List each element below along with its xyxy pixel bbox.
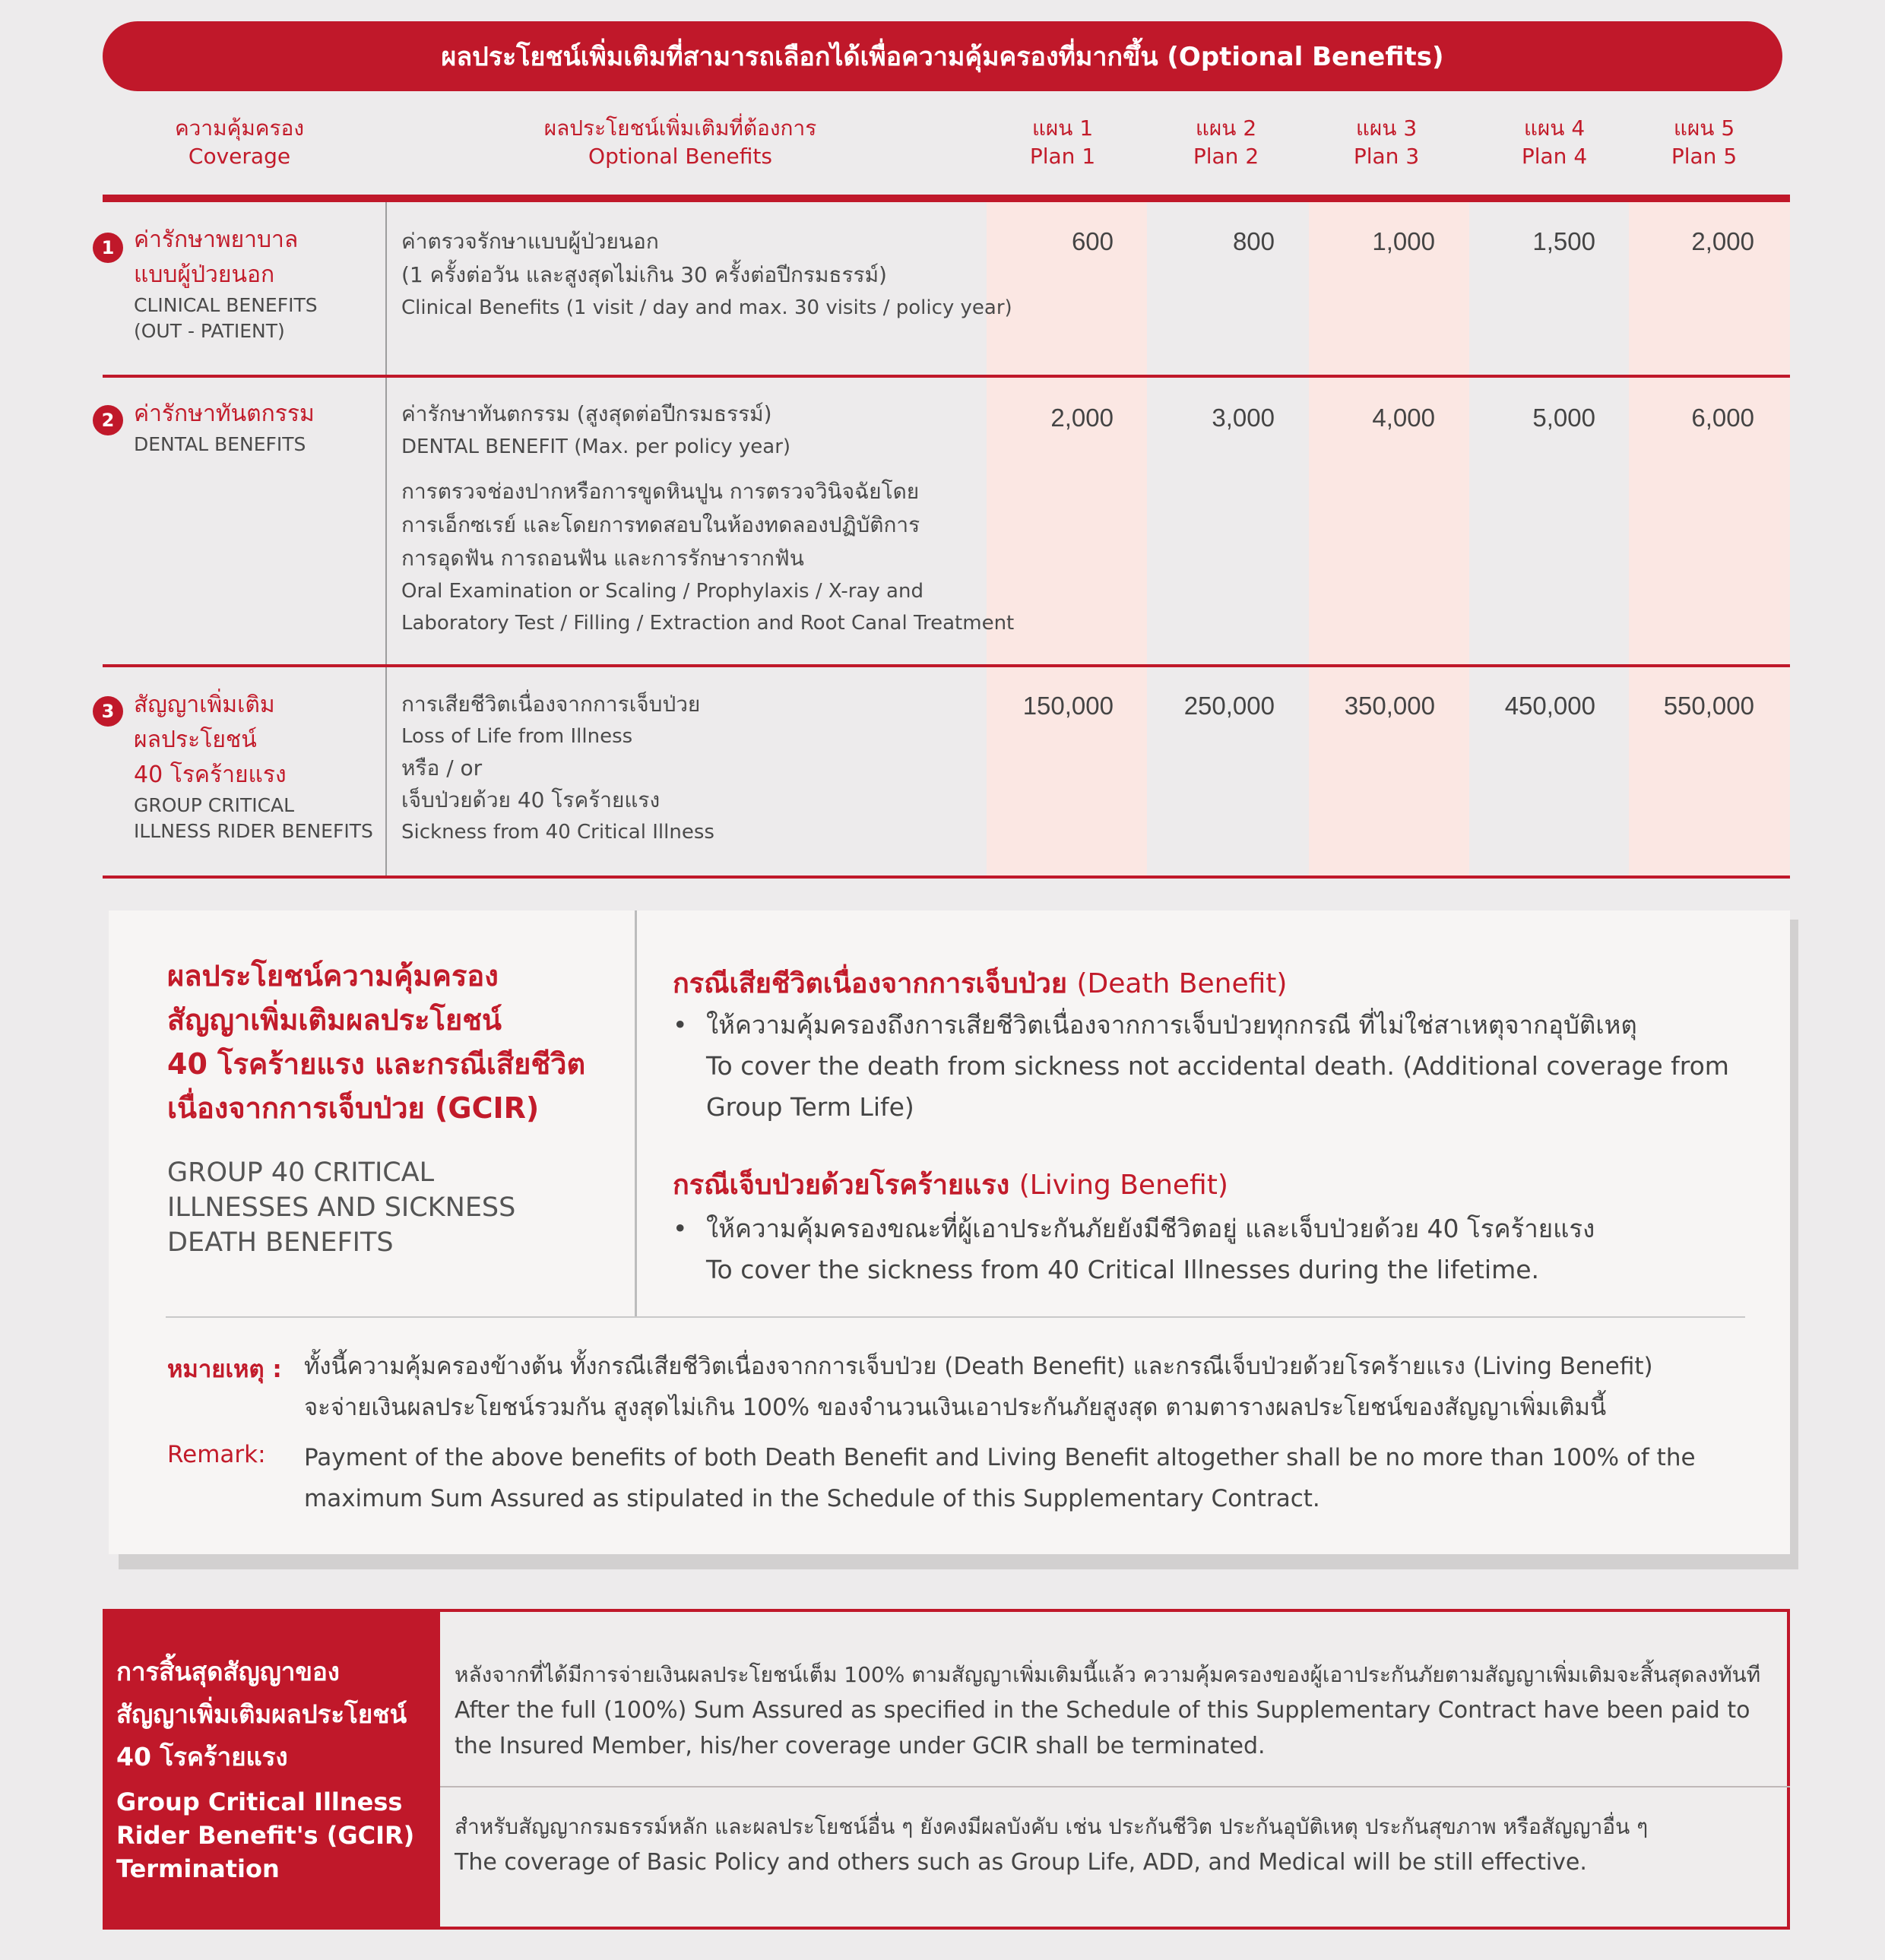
header-plan-1 [987, 114, 1139, 170]
header-coverage-en: Coverage [188, 144, 291, 169]
plan3-column-bg [1309, 202, 1469, 877]
row3-plan5-value: 550,000 [1663, 692, 1754, 720]
header-coverage [137, 114, 342, 170]
row2-plan2-value: 3,000 [1212, 404, 1275, 432]
termination-title-en-line: Rider Benefit's (GCIR) [116, 1821, 415, 1850]
termination-line: After the full (100%) Sum Assured as specified in the Schedule of this Supplementary Contract have been paid to [455, 1697, 1750, 1724]
termination-title-en-line: Termination [116, 1854, 280, 1883]
header-plan-3 [1310, 114, 1462, 170]
death-line: Group Term Life) [706, 1092, 914, 1122]
termination-line: the Insured Member, his/her coverage under GCIR shall be terminated. [455, 1733, 1266, 1759]
death-line: ให้ความคุ้มครองถึงการเสียชีวิตเนื่องจากการเจ็บป่วยทุกกรณี ที่ไม่ใช่สาเหตุจากอุบัติเหตุ [706, 1010, 1637, 1040]
row2-coverage [134, 397, 315, 458]
box-horizontal-divider [166, 1316, 1745, 1318]
plan-4-th: แผน 4 [1523, 116, 1586, 141]
termination-line: The coverage of Basic Policy and others such as Group Life, ADD, and Medical will be still effective. [455, 1849, 1587, 1876]
row1-plan2-value: 800 [1232, 227, 1275, 255]
termination-title-line: สัญญาเพิ่มเติมผลประโยชน์ [116, 1699, 407, 1729]
row1-plan1-value: 600 [1071, 227, 1114, 255]
termination-title-th [116, 1651, 407, 1778]
row1-coverage-en: (OUT - PATIENT) [134, 320, 285, 342]
row3-plan1-value: 150,000 [1022, 692, 1114, 720]
gcir-title-line: สัญญาเพิ่มเติมผลประโยชน์ [167, 1003, 502, 1037]
plan-4-en: Plan 4 [1521, 144, 1588, 169]
remark-line: Payment of the above benefits of both Death Benefit and Living Benefit altogether shall be no more than 100% of the [304, 1444, 1696, 1471]
gcir-title-line: 40 โรคร้ายแรง และกรณีเสียชีวิต [167, 1047, 586, 1081]
row-divider-2 [103, 664, 1790, 667]
row2-benefit-detail-en: Laboratory Test / Filling / Extraction and Root Canal Treatment [401, 612, 1015, 635]
row2-coverage-th: ค่ารักษาทันตกรรม [134, 401, 315, 427]
row2-benefit-th: ค่ารักษาทันตกรรม (สูงสุดต่อปีกรมธรรม์) [401, 401, 772, 426]
gcir-title-line: เนื่องจากการเจ็บป่วย (GCIR) [167, 1091, 540, 1125]
plan-2-th: แผน 2 [1195, 116, 1257, 141]
row3-benefit-line: หรือ / or [401, 755, 483, 781]
living-line: ให้ความคุ้มครองขณะที่ผู้เอาประกันภัยยังมีชีวิตอยู่ และเจ็บป่วยด้วย 40 โรคร้ายแรง [706, 1214, 1595, 1243]
bullet-dot: • [673, 1010, 688, 1040]
gcir-title-th [167, 954, 585, 1130]
plan-2-en: Plan 2 [1193, 144, 1259, 169]
row2-benefit-en: DENTAL BENEFIT (Max. per policy year) [401, 435, 791, 458]
remark-label: Remark: [167, 1441, 266, 1468]
termination-title-line: 40 โรคร้ายแรง [116, 1742, 288, 1772]
row-number-badge: 1 [93, 233, 123, 263]
row2-plan1-value: 2,000 [1050, 404, 1114, 432]
living-benefit-bullet [673, 1208, 1737, 1300]
header-divider [103, 195, 1790, 202]
termination-line: สำหรับสัญญากรมธรรม์หลัก และผลประโยชน์อื่น ๆ ยังคงมีผลบังคับ เช่น ประกันชีวิต ประกันอุบัติเหตุ ประกันสุขภาพ หรือสัญญาอื่น ๆ [455, 1814, 1649, 1839]
header-benefits [456, 114, 904, 170]
row1-plan5-value: 2,000 [1691, 227, 1754, 255]
plan5-column-bg [1629, 202, 1790, 877]
row1-plan4-value: 1,500 [1532, 227, 1595, 255]
death-line: To cover the death from sickness not accidental death. (Additional coverage from [706, 1051, 1729, 1081]
living-benefit-heading [673, 1163, 1228, 1206]
row3-benefit-line: เจ็บป่วยด้วย 40 โรคร้ายแรง [401, 787, 661, 812]
death-benefit-heading [673, 961, 1287, 1005]
row1-benefit-en: Clinical Benefits (1 visit / day and max. 30 visits / policy year) [401, 296, 1012, 319]
row-number-badge: 2 [93, 405, 123, 435]
row3-plan4-value: 450,000 [1504, 692, 1595, 720]
gcir-title-en [167, 1155, 515, 1260]
row3-benefit [401, 689, 714, 848]
column-divider [385, 202, 387, 877]
death-heading-th: กรณีเสียชีวิตเนื่องจากการเจ็บป่วย [673, 968, 1067, 999]
banner-title: ผลประโยชน์เพิ่มเติมที่สามารถเลือกได้เพื่อความคุ้มครองที่มากขึ้น (Optional Benefits) [441, 42, 1444, 72]
row3-plan2-value: 250,000 [1183, 692, 1275, 720]
row3-coverage-th: 40 โรคร้ายแรง [134, 762, 287, 788]
death-benefit-bullet [673, 1005, 1737, 1134]
row2-benefit-detail-en: Oral Examination or Scaling / Prophylaxis / X-ray and [401, 580, 923, 603]
header-plan-5 [1628, 114, 1780, 170]
row2-coverage-en: DENTAL BENEFITS [134, 433, 306, 455]
header-benefits-th: ผลประโยชน์เพิ่มเติมที่ต้องการ [543, 116, 817, 141]
row2-benefit [401, 397, 1014, 639]
death-heading-en: (Death Benefit) [1076, 968, 1288, 999]
plan-5-en: Plan 5 [1671, 144, 1738, 169]
header-plan-4 [1478, 114, 1630, 170]
plan-3-en: Plan 3 [1353, 144, 1420, 169]
row1-benefit [401, 225, 1012, 324]
termination-title-en [116, 1785, 414, 1886]
row3-benefit-line: การเสียชีวิตเนื่องจากการเจ็บป่วย [401, 692, 701, 717]
note-line: ทั้งนี้ความคุ้มครองข้างต้น ทั้งกรณีเสียชีวิตเนื่องจากการเจ็บป่วย (Death Benefit) และกรณีเจ็บป่วยด้วยโรคร้ายแรง (Living Benefit) [304, 1353, 1653, 1380]
row2-benefit-detail-th: การตรวจช่องปากหรือการขูดหินปูน การตรวจวินิจฉัยโดย [401, 479, 920, 504]
row2-plan3-value: 4,000 [1372, 404, 1435, 432]
row3-plan3-value: 350,000 [1344, 692, 1435, 720]
remark-text [304, 1437, 1696, 1519]
row2-benefit-detail-th: การอุดฟัน การถอนฟัน และการรักษารากฟัน [401, 546, 804, 571]
row3-benefit-line: Sickness from 40 Critical Illness [401, 821, 714, 844]
row2-benefit-detail-th: การเอ็กซเรย์ และโดยการทดสอบในห้องทดลองปฏิบัติการ [401, 512, 920, 537]
termination-title-en-line: Group Critical Illness [116, 1787, 403, 1816]
gcir-title-line: ผลประโยชน์ความคุ้มครอง [167, 959, 499, 993]
row3-coverage-th: สัญญาเพิ่มเติม [134, 692, 275, 718]
termination-paragraph-1 [455, 1657, 1760, 1764]
row3-coverage-en: ILLNESS RIDER BENEFITS [134, 820, 373, 842]
termination-paragraph-2 [455, 1809, 1648, 1880]
termination-line: หลังจากที่ได้มีการจ่ายเงินผลประโยชน์เต็ม 100% ตามสัญญาเพิ่มเติมนี้แล้ว ความคุ้มครองของผู้เอาประกันภัยตามสัญญาเพิ่มเติมจะสิ้นสุดลงทันที [455, 1662, 1761, 1687]
header-coverage-th: ความคุ้มครอง [174, 116, 305, 141]
note-label: หมายเหตุ : [167, 1356, 282, 1383]
row1-benefit-th: (1 ครั้งต่อวัน และสูงสุดไม่เกิน 30 ครั้งต่อปีกรมธรรม์) [401, 262, 887, 287]
termination-title-line: การสิ้นสุดสัญญาของ [116, 1657, 340, 1686]
bullet-dot: • [673, 1214, 688, 1243]
gcir-title-en-line: GROUP 40 CRITICAL [167, 1157, 435, 1188]
note-line: จะจ่ายเงินผลประโยชน์รวมกัน สูงสุดไม่เกิน 100% ของจำนวนเงินเอาประกันภัยสูงสุด ตามตารางผลประโยชน์ของสัญญาเพิ่มเติมนี้ [304, 1394, 1607, 1421]
header-benefits-en: Optional Benefits [588, 144, 772, 169]
box-column-divider [635, 910, 637, 1317]
living-line: To cover the sickness from 40 Critical Illnesses during the lifetime. [706, 1255, 1540, 1284]
row-divider-1 [103, 375, 1790, 378]
row3-benefit-line: Loss of Life from Illness [401, 725, 633, 748]
row1-benefit-th: ค่าตรวจรักษาแบบผู้ป่วยนอก [401, 229, 659, 254]
note-text [304, 1346, 1653, 1428]
remark-line: maximum Sum Assured as stipulated in the Schedule of this Supplementary Contract. [304, 1485, 1320, 1512]
header-plan-2 [1150, 114, 1302, 170]
plan-5-th: แผน 5 [1673, 116, 1735, 141]
row3-coverage-th: ผลประโยชน์ [134, 727, 257, 753]
row-divider-3 [103, 876, 1790, 879]
termination-divider [440, 1786, 1790, 1787]
plan-1-en: Plan 1 [1029, 144, 1096, 169]
row-number-badge: 3 [93, 696, 123, 727]
row1-coverage-th: แบบผู้ป่วยนอก [134, 261, 275, 288]
row1-coverage-th: ค่ารักษาพยาบาล [134, 226, 299, 253]
row3-coverage [134, 688, 373, 844]
termination-title-panel [103, 1609, 440, 1930]
row1-coverage [134, 223, 318, 344]
row1-plan3-value: 1,000 [1372, 227, 1435, 255]
living-heading-th: กรณีเจ็บป่วยด้วยโรคร้ายแรง [673, 1170, 1010, 1201]
row1-coverage-en: CLINICAL BENEFITS [134, 294, 318, 316]
living-heading-en: (Living Benefit) [1019, 1170, 1228, 1201]
section-banner [103, 21, 1782, 91]
gcir-title-en-line: ILLNESSES AND SICKNESS [167, 1192, 516, 1223]
row2-plan5-value: 6,000 [1691, 404, 1754, 432]
row2-plan4-value: 5,000 [1532, 404, 1595, 432]
plan-3-th: แผน 3 [1355, 116, 1418, 141]
gcir-title-en-line: DEATH BENEFITS [167, 1227, 394, 1258]
plan-1-th: แผน 1 [1031, 116, 1094, 141]
row3-coverage-en: GROUP CRITICAL [134, 794, 295, 816]
